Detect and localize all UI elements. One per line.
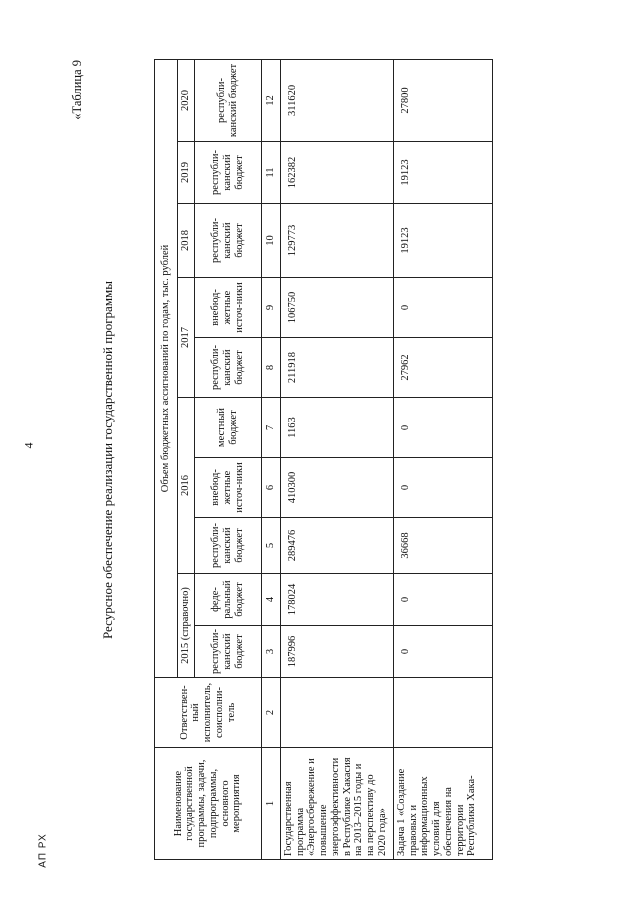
subheader-c12: республи-канский бюджет bbox=[194, 59, 261, 141]
column-index: 5 bbox=[261, 518, 280, 574]
cell-c4: 0 bbox=[393, 574, 492, 626]
header-year-2015: 2015 (справочно) bbox=[178, 574, 195, 678]
column-index: 3 bbox=[261, 626, 280, 678]
header-year-2019: 2019 bbox=[178, 142, 195, 204]
row-responsible bbox=[280, 678, 393, 748]
subheader-c7: местный бюджет bbox=[194, 398, 261, 458]
subheader-c5: республи-канский бюджет bbox=[194, 518, 261, 574]
cell-c8: 211918 bbox=[280, 338, 393, 398]
header-responsible: Ответствен-ный исполнитель, соисполни-тель bbox=[155, 678, 262, 748]
table-label: «Таблица 9 bbox=[70, 60, 84, 120]
page-number: 4 bbox=[21, 442, 36, 449]
subheader-c6: внебюд-жетные источ-ники bbox=[194, 458, 261, 518]
cell-c10: 19123 bbox=[393, 204, 492, 278]
subheader-c10: республи-канский бюджет bbox=[194, 204, 261, 278]
cell-c4: 178024 bbox=[280, 574, 393, 626]
cell-c7: 1163 bbox=[280, 398, 393, 458]
cell-c12: 27800 bbox=[393, 59, 492, 141]
cell-c3: 0 bbox=[393, 626, 492, 678]
column-index: 9 bbox=[261, 278, 280, 338]
subheader-c3: республи-канский бюджет bbox=[194, 626, 261, 678]
row-responsible bbox=[393, 678, 492, 748]
column-index: 2 bbox=[261, 678, 280, 748]
rotated-page-content bbox=[70, 60, 590, 860]
cell-c6: 410300 bbox=[280, 458, 393, 518]
cell-c11: 19123 bbox=[393, 142, 492, 204]
column-index: 11 bbox=[261, 142, 280, 204]
subheader-c9: внебюд-жетные источ-ники bbox=[194, 278, 261, 338]
column-index: 1 bbox=[261, 748, 280, 860]
cell-c5: 36668 bbox=[393, 518, 492, 574]
cell-c7: 0 bbox=[393, 398, 492, 458]
column-index: 7 bbox=[261, 398, 280, 458]
column-index: 8 bbox=[261, 338, 280, 398]
cell-c5: 289476 bbox=[280, 518, 393, 574]
column-index: 10 bbox=[261, 204, 280, 278]
cell-c6: 0 bbox=[393, 458, 492, 518]
row-name: Задача 1 «Создание правовых и информационных условий для обеспечения на территории Республики Хака- bbox=[393, 748, 492, 860]
subheader-c8: республи-канский бюджет bbox=[194, 338, 261, 398]
header-name: Наименование государственной программы, задачи, подпрограммы, основного мероприятия bbox=[155, 748, 262, 860]
header-volume: Объем бюджетных ассигнований по годам, тыс. рублей bbox=[155, 59, 178, 677]
cell-c9: 106750 bbox=[280, 278, 393, 338]
header-year-2017: 2017 bbox=[178, 278, 195, 398]
table-row bbox=[393, 59, 492, 859]
header-year-2016: 2016 bbox=[178, 398, 195, 574]
document-title: Ресурсное обеспечение реализации государственной программы bbox=[100, 280, 115, 640]
subheader-c11: республи-канский бюджет bbox=[194, 142, 261, 204]
subheader-c4: феде-ральный бюджет bbox=[194, 574, 261, 626]
column-index: 12 bbox=[261, 59, 280, 141]
column-index: 4 bbox=[261, 574, 280, 626]
cell-c11: 162382 bbox=[280, 142, 393, 204]
footer-mark: АП РХ bbox=[37, 833, 49, 868]
cell-c9: 0 bbox=[393, 278, 492, 338]
resource-table bbox=[154, 59, 493, 860]
cell-c12: 311620 bbox=[280, 59, 393, 141]
row-name: Государственная программа «Энергосбережение и повышение энергоэффективности в Республике Хакасия на 2013–2015 годы и на перспективу до 2020 года» bbox=[280, 748, 393, 860]
cell-c8: 27962 bbox=[393, 338, 492, 398]
column-index: 6 bbox=[261, 458, 280, 518]
table-row bbox=[280, 59, 393, 859]
header-year-2020: 2020 bbox=[178, 59, 195, 141]
cell-c3: 187996 bbox=[280, 626, 393, 678]
header-year-2018: 2018 bbox=[178, 204, 195, 278]
cell-c10: 129773 bbox=[280, 204, 393, 278]
